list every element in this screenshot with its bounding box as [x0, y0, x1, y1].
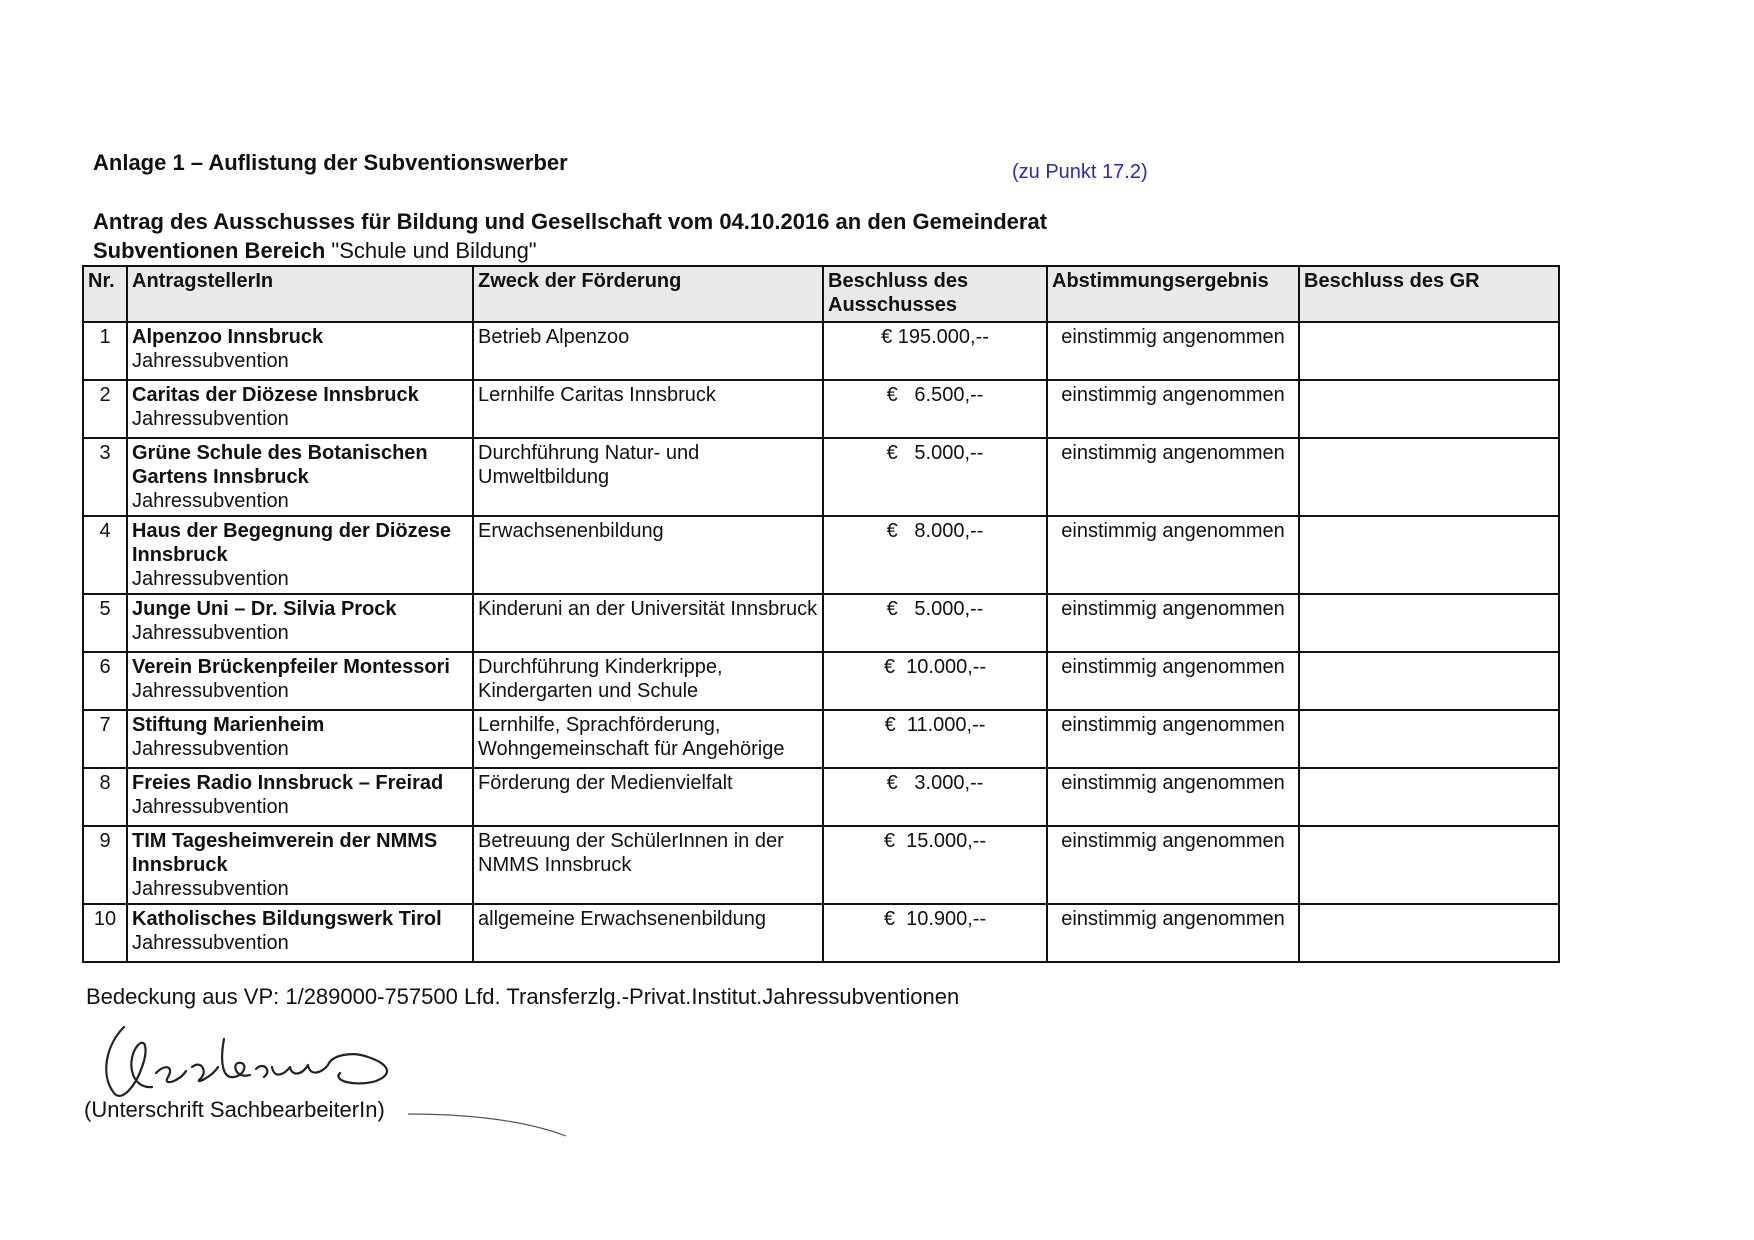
- applicant-cell: [127, 594, 473, 652]
- council-decision-cell: [1299, 380, 1559, 438]
- council-decision-cell: [1299, 594, 1559, 652]
- applicant-name: TIM Tagesheimverein der NMMS Innsbruck: [132, 830, 438, 876]
- vote-result-cell: einstimmig angenommen: [1047, 904, 1299, 962]
- table-row: [83, 438, 1559, 516]
- row-number: 9: [83, 826, 127, 904]
- vote-result-cell: einstimmig angenommen: [1047, 710, 1299, 768]
- column-header-vote-result: Abstimmungsergebnis: [1047, 266, 1299, 322]
- applicant-name: Verein Brückenpfeiler Montessori: [132, 656, 450, 678]
- subsidy-type: Jahressubvention: [132, 932, 289, 954]
- vote-result-cell: einstimmig angenommen: [1047, 594, 1299, 652]
- row-number: 10: [83, 904, 127, 962]
- table-row: [83, 826, 1559, 904]
- row-number: 4: [83, 516, 127, 594]
- amount-cell: € 11.000,--: [823, 710, 1047, 768]
- applicant-cell: [127, 826, 473, 904]
- subsidy-type: Jahressubvention: [132, 680, 289, 702]
- row-number: 3: [83, 438, 127, 516]
- council-decision-cell: [1299, 438, 1559, 516]
- row-number: 1: [83, 322, 127, 380]
- applicant-cell: [127, 438, 473, 516]
- purpose-cell: Durchführung Kinderkrippe, Kindergarten und Schule: [473, 652, 823, 710]
- applicant-name: Caritas der Diözese Innsbruck: [132, 384, 419, 406]
- subsidy-type: Jahressubvention: [132, 796, 289, 818]
- column-header-applicant: AntragstellerIn: [127, 266, 473, 322]
- subsidy-table: [82, 265, 1560, 963]
- row-number: 5: [83, 594, 127, 652]
- row-number: 7: [83, 710, 127, 768]
- signature-stroke-tail: [408, 1110, 568, 1140]
- council-decision-cell: [1299, 904, 1559, 962]
- purpose-cell: Lernhilfe Caritas Innsbruck: [473, 380, 823, 438]
- amount-cell: € 5.000,--: [823, 594, 1047, 652]
- table-row: [83, 594, 1559, 652]
- council-decision-cell: [1299, 768, 1559, 826]
- table-row: [83, 904, 1559, 962]
- purpose-cell: Betrieb Alpenzoo: [473, 322, 823, 380]
- row-number: 8: [83, 768, 127, 826]
- vote-result-cell: einstimmig angenommen: [1047, 438, 1299, 516]
- amount-cell: € 10.900,--: [823, 904, 1047, 962]
- table-row: [83, 380, 1559, 438]
- subsidy-type: Jahressubvention: [132, 622, 289, 644]
- applicant-name: Alpenzoo Innsbruck: [132, 326, 324, 348]
- applicant-name: Freies Radio Innsbruck – Freirad: [132, 772, 444, 794]
- subsidy-type: Jahressubvention: [132, 878, 289, 900]
- subsidy-type: Jahressubvention: [132, 350, 289, 372]
- applicant-cell: [127, 710, 473, 768]
- purpose-cell: Kinderuni an der Universität Innsbruck: [473, 594, 823, 652]
- amount-cell: € 15.000,--: [823, 826, 1047, 904]
- column-header-purpose: Zweck der Förderung: [473, 266, 823, 322]
- amount-cell: € 3.000,--: [823, 768, 1047, 826]
- council-decision-cell: [1299, 322, 1559, 380]
- area-heading: [93, 238, 537, 264]
- vote-result-cell: einstimmig angenommen: [1047, 516, 1299, 594]
- applicant-name: Katholisches Bildungswerk Tirol: [132, 908, 442, 930]
- applicant-name: Stiftung Marienheim: [132, 714, 325, 736]
- budget-coverage-note: Bedeckung aus VP: 1/289000-757500 Lfd. Transferzlg.-Privat.Institut.Jahressubventionen: [86, 984, 960, 1009]
- purpose-cell: allgemeine Erwachsenenbildung: [473, 904, 823, 962]
- amount-cell: € 195.000,--: [823, 322, 1047, 380]
- council-decision-cell: [1299, 710, 1559, 768]
- vote-result-cell: einstimmig angenommen: [1047, 322, 1299, 380]
- subsidy-type: Jahressubvention: [132, 490, 289, 512]
- vote-result-cell: einstimmig angenommen: [1047, 826, 1299, 904]
- vote-result-cell: einstimmig angenommen: [1047, 768, 1299, 826]
- column-header-council-decision: Beschluss des GR: [1299, 266, 1559, 322]
- council-decision-cell: [1299, 516, 1559, 594]
- amount-cell: € 10.000,--: [823, 652, 1047, 710]
- subsidy-type: Jahressubvention: [132, 408, 289, 430]
- council-decision-cell: [1299, 652, 1559, 710]
- council-decision-cell: [1299, 826, 1559, 904]
- area-label: Subventionen Bereich: [93, 238, 326, 263]
- table-row: [83, 768, 1559, 826]
- purpose-cell: Betreuung der SchülerInnen in der NMMS Innsbruck: [473, 826, 823, 904]
- applicant-cell: [127, 652, 473, 710]
- area-value: "Schule und Bildung": [331, 238, 537, 263]
- purpose-cell: Durchführung Natur- und Umweltbildung: [473, 438, 823, 516]
- row-number: 2: [83, 380, 127, 438]
- amount-cell: € 8.000,--: [823, 516, 1047, 594]
- applicant-cell: [127, 322, 473, 380]
- applicant-cell: [127, 380, 473, 438]
- purpose-cell: Lernhilfe, Sprachförderung, Wohngemeinschaft für Angehörige: [473, 710, 823, 768]
- motion-heading: Antrag des Ausschusses für Bildung und Gesellschaft vom 04.10.2016 an den Gemeinderat: [93, 209, 1048, 234]
- applicant-cell: [127, 904, 473, 962]
- agenda-reference: (zu Punkt 17.2): [1012, 161, 1148, 183]
- purpose-cell: Förderung der Medienvielfalt: [473, 768, 823, 826]
- vote-result-cell: einstimmig angenommen: [1047, 380, 1299, 438]
- table-row: [83, 652, 1559, 710]
- subsidy-type: Jahressubvention: [132, 738, 289, 760]
- row-number: 6: [83, 652, 127, 710]
- applicant-name: Haus der Begegnung der Diözese Innsbruck: [132, 520, 451, 566]
- table-row: [83, 710, 1559, 768]
- column-header-nr: Nr.: [83, 266, 127, 322]
- column-header-committee-decision: Beschluss des Ausschusses: [823, 266, 1047, 322]
- amount-cell: € 5.000,--: [823, 438, 1047, 516]
- table-header-row: [83, 266, 1559, 322]
- signature-caption: (Unterschrift SachbearbeiterIn): [84, 1097, 385, 1122]
- table-row: [83, 322, 1559, 380]
- subsidy-type: Jahressubvention: [132, 568, 289, 590]
- document-title: Anlage 1 – Auflistung der Subventionswerber: [93, 150, 568, 175]
- applicant-name: Grüne Schule des Botanischen Gartens Innsbruck: [132, 442, 428, 488]
- amount-cell: € 6.500,--: [823, 380, 1047, 438]
- purpose-cell: Erwachsenenbildung: [473, 516, 823, 594]
- vote-result-cell: einstimmig angenommen: [1047, 652, 1299, 710]
- table-row: [83, 516, 1559, 594]
- applicant-cell: [127, 768, 473, 826]
- applicant-cell: [127, 516, 473, 594]
- applicant-name: Junge Uni – Dr. Silvia Prock: [132, 598, 397, 620]
